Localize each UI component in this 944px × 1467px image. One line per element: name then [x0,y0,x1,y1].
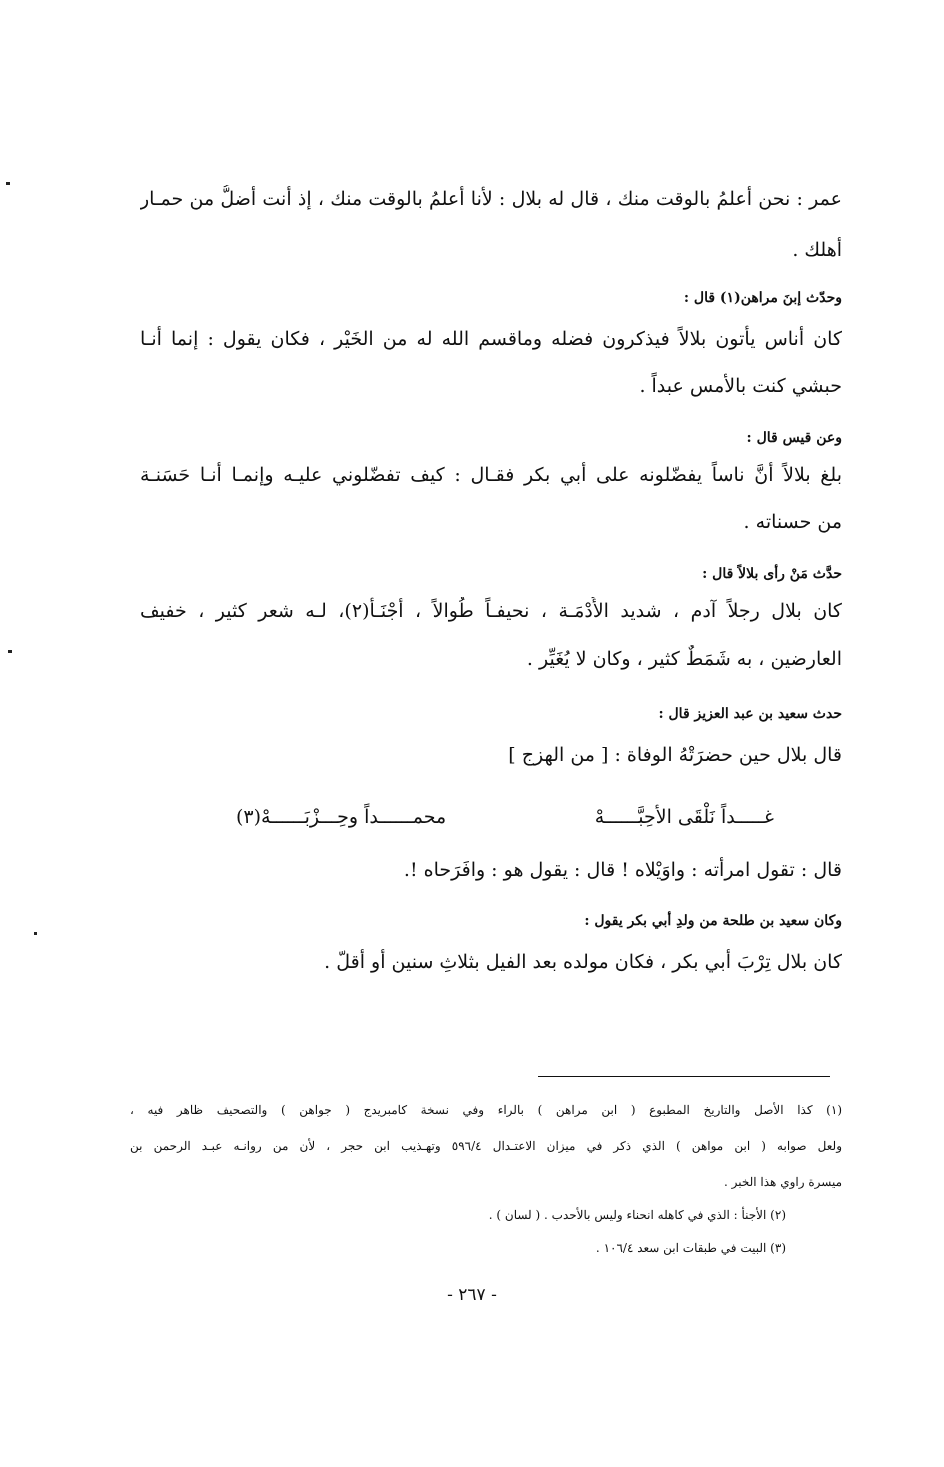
narrator-intro-3: وعن قيس قال : [746,430,842,446]
paragraph-1-line-1: عمر : نحن أعلمُ بالوقت منك ، قال له بلال : لأنا أعلمُ بالوقت منك ، إذ أنت أضلُّ من حمـار [140,188,842,210]
footnote-1-line-3: ميسرة راوي هذا الخبر . [724,1175,842,1189]
narrator-intro-2: وحدّث إبنَ مراهن(١) قال : [683,290,842,306]
paragraph-6-line-1: قال : تقول امرأته : واوَيْلاه ! قال : يقول هو : وافَرَحاه !. [403,859,842,881]
paragraph-4-line-1: كان بلال رجلاً آدم ، شديد الأُدْمَـة ، نحيفـاً طُوالاً ، أجْنَـأ(٢)، لـه شعر كثير ، خفيف [140,600,842,622]
paragraph-2-line-2: حبشي كنت بالأمس عبداً . [639,375,842,397]
paragraph-5-line-1: قال بلال حين حضرَتْهُ الوفاة : [ من الهزج ] [508,744,842,766]
footnote-1-line-2: ولعل صوابه ( ابن مواهن ) الذي ذكر في ميزان الاعتـدال ٥٩٦/٤ وتهـذيب ابن حجر ، لأن من روانـه عبـد الرحمن بن [130,1139,842,1153]
footnote-2: (٢) الأجنأ : الذي في كاهله انحناء وليس بالأحدب . ( لسان ) . [488,1208,786,1222]
narrator-intro-4: حدَّث مَنْ رأى بلالاً قال : [702,566,842,582]
footnote-separator [538,1076,830,1077]
footnote-3: (٣) البيت في طبقات ابن سعد ١٠٦/٤ . [595,1241,786,1255]
paragraph-3-line-1: بلغ بلالاً أنَّ ناساً يفضّلونه على أبي بكر فقـال : كيف تفضّلوني عليـه وإنمـا أنـا حَسَنـة [140,464,842,486]
narrator-intro-5: حدث سعيد بن عبد العزيز قال : [658,706,842,722]
verse-second-hemistich: محمــــــداً وحِـــزْبَــــــهْ(٣) [236,806,447,828]
narrator-intro-7: وكان سعيد بن طلحة من ولدِ أبي بكر يقول : [584,913,842,929]
scan-mark-left-3 [34,932,37,935]
paragraph-7-line-1: كان بلال تِرْبَ أبي بكر ، فكان مولده بعد الفيل بثلاثِ سنين أو أقلّ . [324,951,842,973]
poem-verse [236,800,774,834]
paragraph-2-line-1: كان أناس يأتون بلالاً فيذكرون فضله وماقسم الله له من الخَيْر ، فكان يقول : إنما أنـا [140,328,842,350]
verse-first-hemistich: غـــــداً نَلْقَى الأحِبَّــــــهْ [594,806,774,828]
paragraph-4-line-2: العارضين ، به شَمَطٌ كثير ، وكان لا يُغَيِّر . [526,648,842,670]
scan-mark-left-2 [8,650,12,653]
footnote-1-line-1: (١) كذا الأصل والتاريخ المطبوع ( ابن مراهن ) بالراء وفي نسخة كامبريدج ( جواهن ) والتصحيف ظاهر فيه ، [130,1103,842,1117]
paragraph-3-line-2: من حسناته . [743,511,842,533]
scan-mark-left-1 [6,182,10,185]
paragraph-1-line-2: أهلك . [792,239,842,261]
page-number: - ٢٦٧ - [447,1285,497,1305]
